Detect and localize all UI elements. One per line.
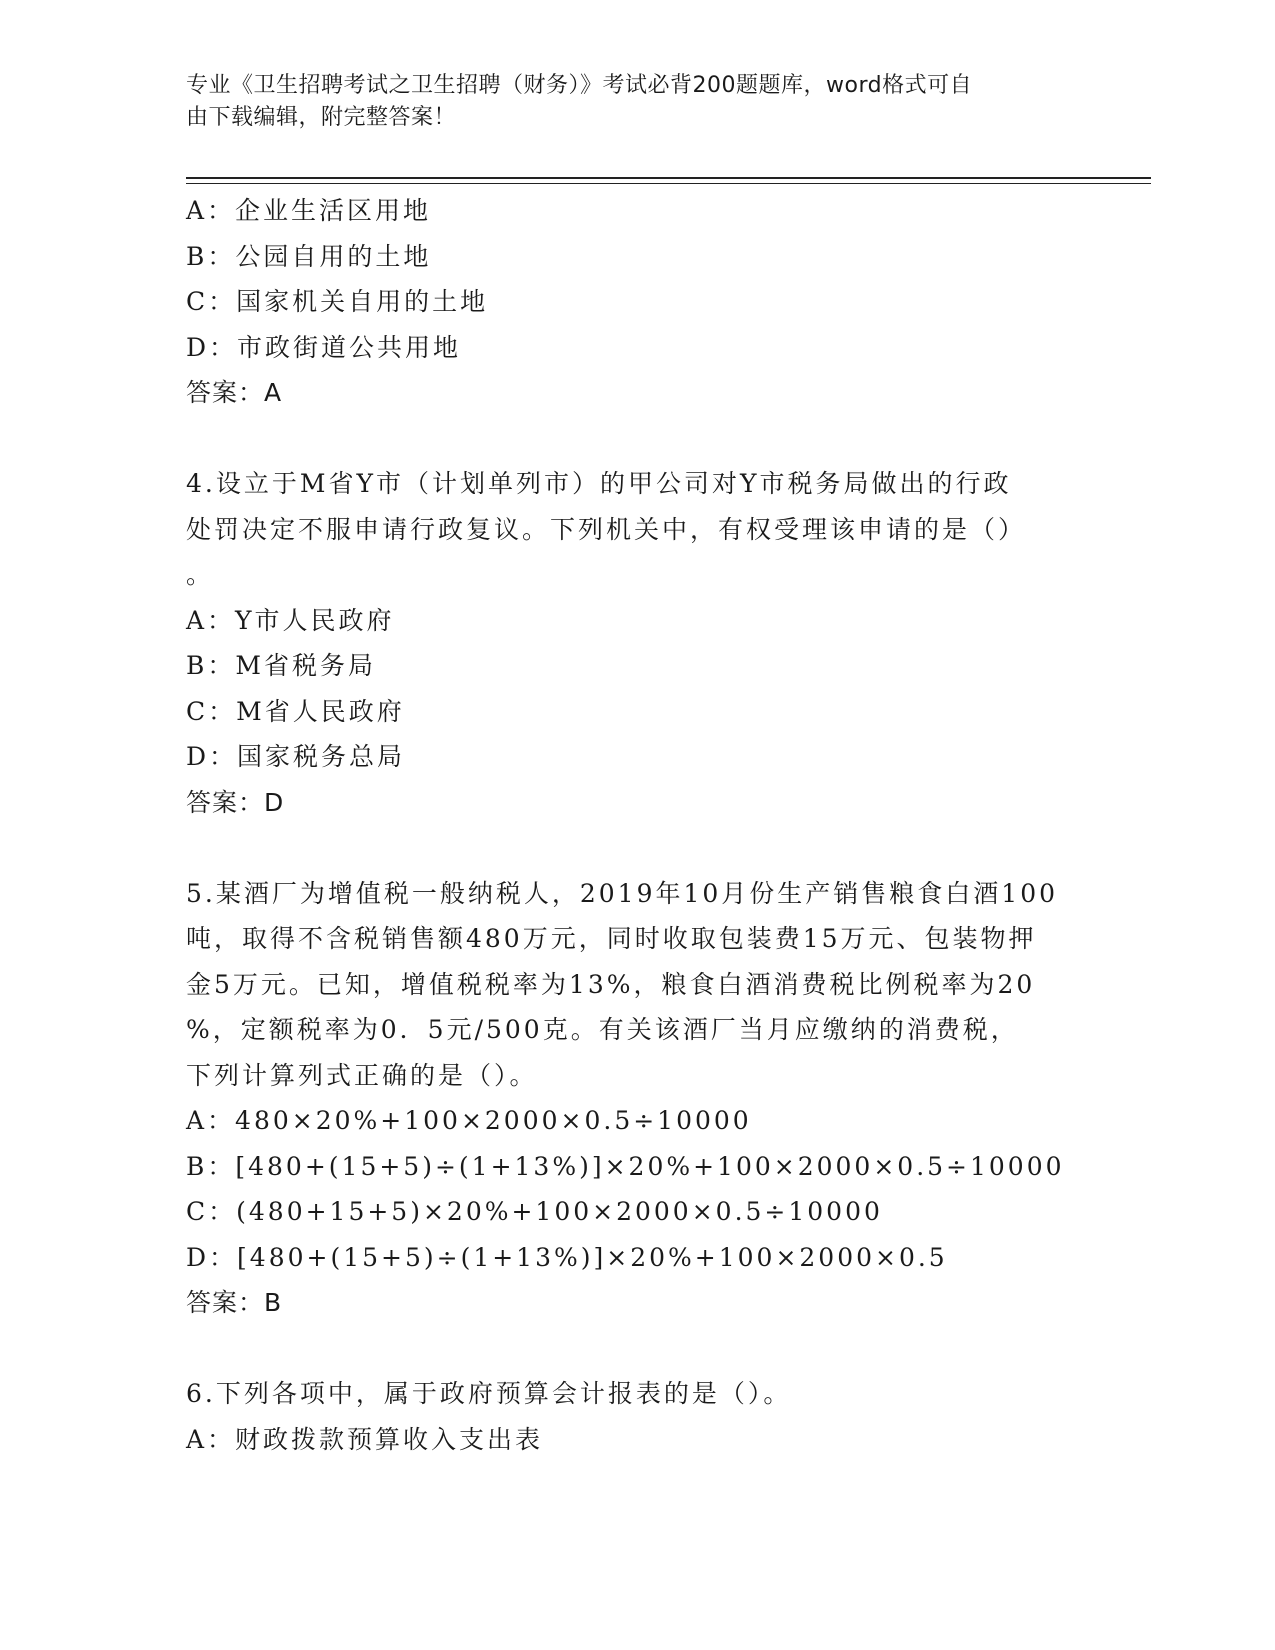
question-stem-line: 5.某酒厂为增值税一般纳税人，2019年10月份生产销售粮食白酒100	[186, 878, 1059, 908]
option-a: A：Y市人民政府	[186, 605, 395, 635]
question-5	[186, 871, 1086, 1326]
header-title-line-1: 专业《卫生招聘考试之卫生招聘（财务）》考试必背200题题库，word格式可自	[186, 73, 973, 98]
question-6	[186, 1371, 1086, 1462]
option-d: D：市政街道公共用地	[186, 332, 462, 362]
option-a: A：企业生活区用地	[186, 196, 432, 225]
option-b: B：M省税务局	[186, 651, 376, 680]
question-stem-line: 金5万元。已知，增值税税率为13%，粮食白酒消费税比例税率为20	[186, 969, 1036, 999]
question-stem-line: 。	[186, 560, 215, 589]
document-header	[186, 70, 1086, 134]
option-d: D：[480+(15+5)÷(1+13%)]×20%+100×2000×0.5	[186, 1242, 948, 1272]
option-b: B：[480+(15+5)÷(1+13%)]×20%+100×2000×0.5÷10000	[186, 1151, 1065, 1181]
answer-label: 答案：D	[186, 787, 285, 817]
header-title-line-2: 由下载编辑，附完整答案！	[186, 105, 457, 130]
spacer	[186, 416, 1086, 462]
answer-label: 答案：A	[186, 378, 283, 407]
question-4	[186, 461, 1086, 825]
option-a: A：财政拨款预算收入支出表	[186, 1424, 544, 1454]
question-list	[186, 188, 1086, 1462]
option-b: B：公园自用的土地	[186, 241, 432, 271]
question-stem-line: 6.下列各项中，属于政府预算会计报表的是（）。	[186, 1379, 792, 1408]
header-divider-thin	[186, 183, 1151, 184]
option-a: A：480×20%+100×2000×0.5÷10000	[186, 1106, 752, 1135]
header-divider-thick	[186, 177, 1151, 179]
option-c: C：M省人民政府	[186, 696, 405, 726]
question-stem-line: 吨，取得不含税销售额480万元，同时收取包装费15万元、包装物押	[186, 924, 1037, 953]
answer-label: 答案：B	[186, 1288, 283, 1317]
option-c: C：(480+15+5)×20%+100×2000×0.5÷10000	[186, 1197, 883, 1226]
option-d: D：国家税务总局	[186, 742, 406, 771]
option-c: C：国家机关自用的土地	[186, 287, 489, 316]
question-stem-line: 4.设立于M省Y市（计划单列市）的甲公司对Y市税务局做出的行政	[186, 469, 1012, 498]
spacer	[186, 825, 1086, 871]
question-3	[186, 188, 1086, 416]
question-stem-line: 处罚决定不服申请行政复议。下列机关中，有权受理该申请的是（）	[186, 514, 1027, 544]
question-stem-line: %，定额税率为0．5元/500克。有关该酒厂当月应缴纳的消费税，	[186, 1015, 1019, 1044]
question-stem-line: 下列计算列式正确的是（）。	[186, 1060, 538, 1090]
spacer	[186, 1326, 1086, 1372]
